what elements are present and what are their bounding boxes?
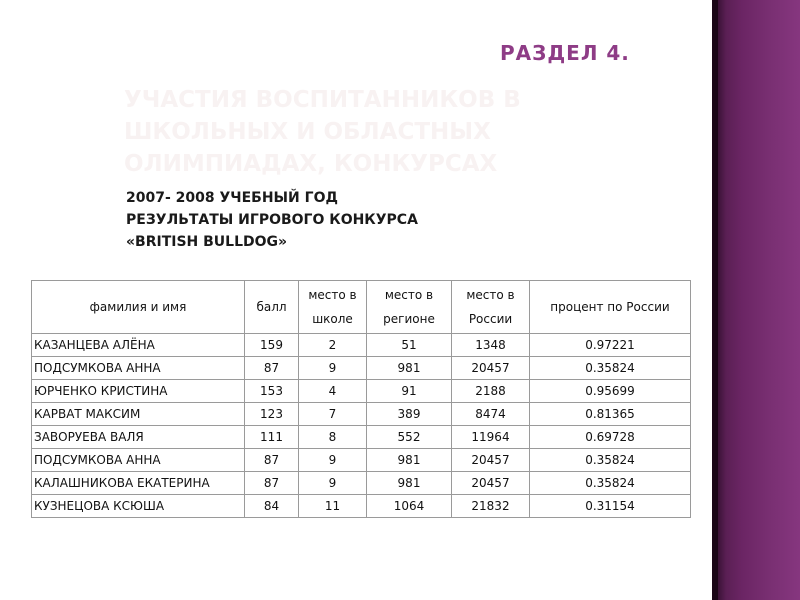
cell-score: 111 — [245, 426, 299, 449]
cell-percent: 0.69728 — [530, 426, 691, 449]
cell-percent: 0.35824 — [530, 357, 691, 380]
header-region-place-line-2: регионе — [383, 312, 435, 326]
cell-school-place: 2 — [299, 334, 367, 357]
cell-russia-place: 1348 — [452, 334, 530, 357]
cell-school-place: 9 — [299, 357, 367, 380]
cell-russia-place: 21832 — [452, 495, 530, 518]
cell-percent: 0.35824 — [530, 449, 691, 472]
header-school-place — [299, 281, 367, 334]
cell-russia-place: 20457 — [452, 357, 530, 380]
cell-percent: 0.81365 — [530, 403, 691, 426]
cell-russia-place: 20457 — [452, 449, 530, 472]
subtitle-contest-name: «BRITISH BULLDOG» — [126, 234, 288, 250]
cell-score: 159 — [245, 334, 299, 357]
cell-name: КАЗАНЦЕВА АЛЁНА — [32, 334, 245, 357]
header-name: фамилия и имя — [32, 281, 245, 334]
table-row — [32, 403, 691, 426]
results-table — [31, 280, 691, 518]
decorative-side-bar — [712, 0, 800, 600]
cell-percent: 0.35824 — [530, 472, 691, 495]
cell-school-place: 9 — [299, 449, 367, 472]
cell-region-place: 552 — [367, 426, 452, 449]
cell-score: 87 — [245, 357, 299, 380]
cell-russia-place: 8474 — [452, 403, 530, 426]
header-school-place-line-1: место в — [308, 288, 357, 302]
table-row — [32, 426, 691, 449]
cell-percent: 0.97221 — [530, 334, 691, 357]
faded-heading — [124, 84, 594, 180]
cell-region-place: 1064 — [367, 495, 452, 518]
faded-heading-line-3: ОЛИМПИАДАХ, КОНКУРСАХ — [124, 151, 498, 177]
cell-percent: 0.95699 — [530, 380, 691, 403]
side-bar-edge — [712, 0, 718, 600]
cell-region-place: 981 — [367, 472, 452, 495]
faded-heading-line-2: ШКОЛЬНЫХ И ОБЛАСТНЫХ — [124, 119, 491, 145]
cell-region-place: 91 — [367, 380, 452, 403]
subtitle-year: 2007- 2008 УЧЕБНЫЙ ГОД — [126, 190, 338, 206]
table-row — [32, 380, 691, 403]
cell-school-place: 4 — [299, 380, 367, 403]
subtitle — [126, 187, 418, 253]
table-row — [32, 357, 691, 380]
header-school-place-line-2: школе — [312, 312, 353, 326]
cell-name: ЗАВОРУЕВА ВАЛЯ — [32, 426, 245, 449]
cell-school-place: 9 — [299, 472, 367, 495]
subtitle-results: РЕЗУЛЬТАТЫ ИГРОВОГО КОНКУРСА — [126, 212, 418, 228]
header-region-place — [367, 281, 452, 334]
table-row — [32, 472, 691, 495]
cell-score: 123 — [245, 403, 299, 426]
cell-score: 87 — [245, 449, 299, 472]
cell-region-place: 51 — [367, 334, 452, 357]
header-russia-place — [452, 281, 530, 334]
cell-russia-place: 20457 — [452, 472, 530, 495]
cell-name: ЮРЧЕНКО КРИСТИНА — [32, 380, 245, 403]
cell-region-place: 389 — [367, 403, 452, 426]
cell-russia-place: 11964 — [452, 426, 530, 449]
cell-school-place: 8 — [299, 426, 367, 449]
cell-name: ПОДСУМКОВА АННА — [32, 449, 245, 472]
table-header-row — [32, 281, 691, 334]
cell-score: 153 — [245, 380, 299, 403]
faded-heading-line-1: УЧАСТИЯ ВОСПИТАННИКОВ В — [124, 87, 521, 113]
header-percent: процент по России — [530, 281, 691, 334]
header-region-place-line-1: место в — [384, 288, 434, 302]
section-title: РАЗДЕЛ 4. — [500, 41, 630, 65]
header-score: балл — [245, 281, 299, 334]
cell-region-place: 981 — [367, 357, 452, 380]
cell-region-place: 981 — [367, 449, 452, 472]
cell-name: ПОДСУМКОВА АННА — [32, 357, 245, 380]
header-russia-place-line-2: России — [468, 312, 513, 326]
cell-school-place: 7 — [299, 403, 367, 426]
table-row — [32, 334, 691, 357]
cell-percent: 0.31154 — [530, 495, 691, 518]
header-russia-place-line-1: место в — [466, 288, 515, 302]
table-row — [32, 449, 691, 472]
cell-name: КАЛАШНИКОВА ЕКАТЕРИНА — [32, 472, 245, 495]
cell-russia-place: 2188 — [452, 380, 530, 403]
table-row — [32, 495, 691, 518]
cell-score: 84 — [245, 495, 299, 518]
cell-name: КАРВАТ МАКСИМ — [32, 403, 245, 426]
cell-score: 87 — [245, 472, 299, 495]
cell-school-place: 11 — [299, 495, 367, 518]
cell-name: КУЗНЕЦОВА КСЮША — [32, 495, 245, 518]
